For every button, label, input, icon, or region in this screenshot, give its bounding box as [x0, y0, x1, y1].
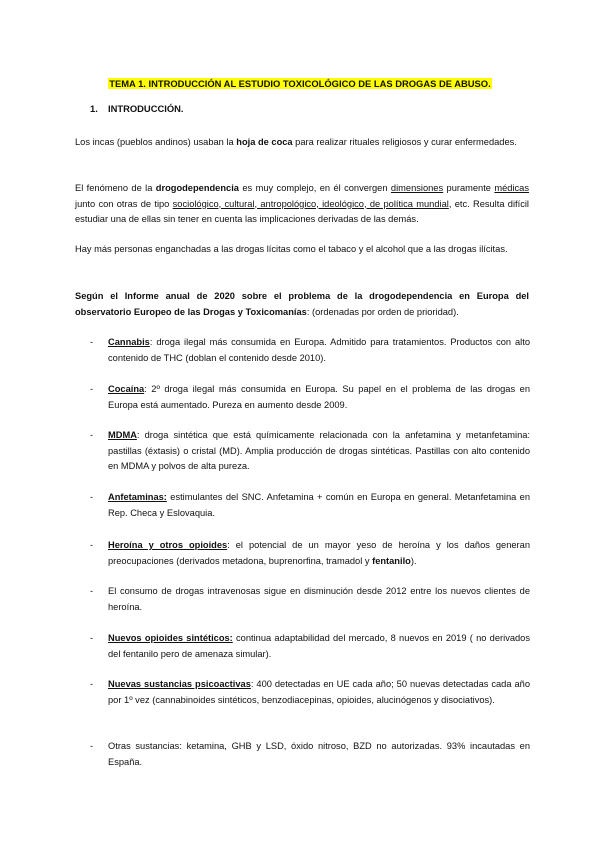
paragraph-drogodependencia [75, 181, 529, 228]
p2-underline-medicas: médicas [494, 183, 529, 193]
p4-bold-informe: Según el Informe anual de 2020 sobre el problema de la drogodependencia en Europa del observatorio Europeo de las Drogas y Toxicomanías [75, 291, 529, 317]
list-dash: - [90, 679, 94, 689]
section-label: INTRODUCCIÓN. [108, 103, 184, 114]
item-text: Otras sustancias: ketamina, GHB y LSD, óxido nitroso, BZD no autorizadas. 93% incautadas en España. [108, 741, 530, 767]
list-dash: - [90, 633, 94, 643]
p2-text-g: junto con otras de tipo [75, 198, 173, 209]
p2-underline-tipos: sociológico, cultural, antropológico, ideológico, de política mundial [172, 198, 449, 209]
item-text: : el potencial de un mayor yeso de heroína y los daños generan preocupaciones (derivados metadona, buprenorfina, tramadol y [108, 540, 530, 566]
p1-text-a: Los incas (pueblos andinos) usaban la [75, 137, 237, 147]
item-label: MDMA [108, 430, 137, 440]
list-dash: - [90, 741, 94, 751]
paragraph-incas [75, 135, 529, 151]
list-dash: - [90, 384, 94, 394]
p4-text-b: : (ordenadas por orden de prioridad). [306, 306, 459, 317]
item-label: Anfetaminas: [108, 492, 167, 502]
item-text: : droga sintética que está químicamente relacionada con la anfetamina y metanfetamina: pastillas (éxtasis) o cristal (MD). Amplia producción de drogas sintéticas. Pastillas con alto contenido en MDMA y polvos de alta pureza. [108, 430, 530, 471]
p2-text-e: puramente [443, 183, 495, 193]
list-dash: - [90, 492, 94, 502]
item-bold-fentanilo: fentanilo [372, 555, 411, 566]
p2-text-a: El fenómeno de la [75, 183, 156, 193]
list-dash: - [90, 430, 94, 440]
p2-text-i: , etc. Resulta difícil estudiar una de ellas sin tener en cuenta las implicaciones derivadas de las demás. [75, 198, 529, 224]
p2-bold-drogodependencia: drogodependencia [155, 183, 239, 193]
item-label: Nuevas sustancias psicoactivas [108, 679, 251, 689]
item-text: : 400 detectadas en UE cada año; 50 nuevas detectadas cada año por 1º vez (cannabinoides sintéticos, benzodiacepinas, opioides, alucinógenos y disociativos). [108, 679, 530, 705]
item-text: El consumo de drogas intravenosas sigue en disminución desde 2012 entre los nuevos clientes de heroína. [108, 586, 530, 612]
item-text: estimulantes del SNC. Anfetamina + común en Europa en general. Metanfetamina en Rep. Checa y Eslovaquia. [108, 492, 530, 518]
item-text-end: ). [410, 555, 417, 566]
paragraph-informe [75, 289, 529, 320]
title-highlight: TEMA 1. INTRODUCCIÓN AL ESTUDIO TOXICOLÓGICO DE LAS DROGAS DE ABUSO. [109, 78, 491, 89]
list-dash: - [90, 337, 94, 347]
p3-text: Hay más personas enganchadas a las drogas lícitas como el tabaco y el alcohol que a las drogas ilícitas. [75, 244, 508, 254]
item-text: : 2º droga ilegal más consumida en Europa. Su papel en el problema de las drogas en Europa está aumentado. Pureza en aumento desde 2009. [108, 384, 530, 410]
item-label: Cannabis [108, 337, 150, 347]
p1-text-c: para realizar rituales religiosos y curar enfermedades. [292, 137, 517, 147]
p2-underline-dimensiones: dimensiones [390, 183, 444, 193]
paragraph-licitas [75, 242, 529, 258]
p2-text-c: es muy complejo, en él convergen [238, 183, 391, 193]
list-dash: - [90, 540, 94, 550]
p1-bold-coca: hoja de coca [236, 137, 293, 147]
list-dash: - [90, 586, 94, 596]
item-text: continua adaptabilidad del mercado, 8 nuevos en 2019 ( no derivados del fentanilo pero de amenaza simular). [108, 633, 530, 659]
item-label: Nuevos opioides sintéticos: [108, 633, 233, 643]
item-text: : droga ilegal más consumida en Europa. Admitido para tratamientos. Productos con alto contenido de THC (doblan el contenido desde 2010). [108, 337, 530, 363]
item-label: Heroína y otros opioides [108, 540, 228, 550]
section-number: 1. [90, 103, 98, 114]
section-heading [90, 103, 184, 114]
document-title [0, 77, 600, 90]
item-label: Cocaína [108, 384, 145, 394]
